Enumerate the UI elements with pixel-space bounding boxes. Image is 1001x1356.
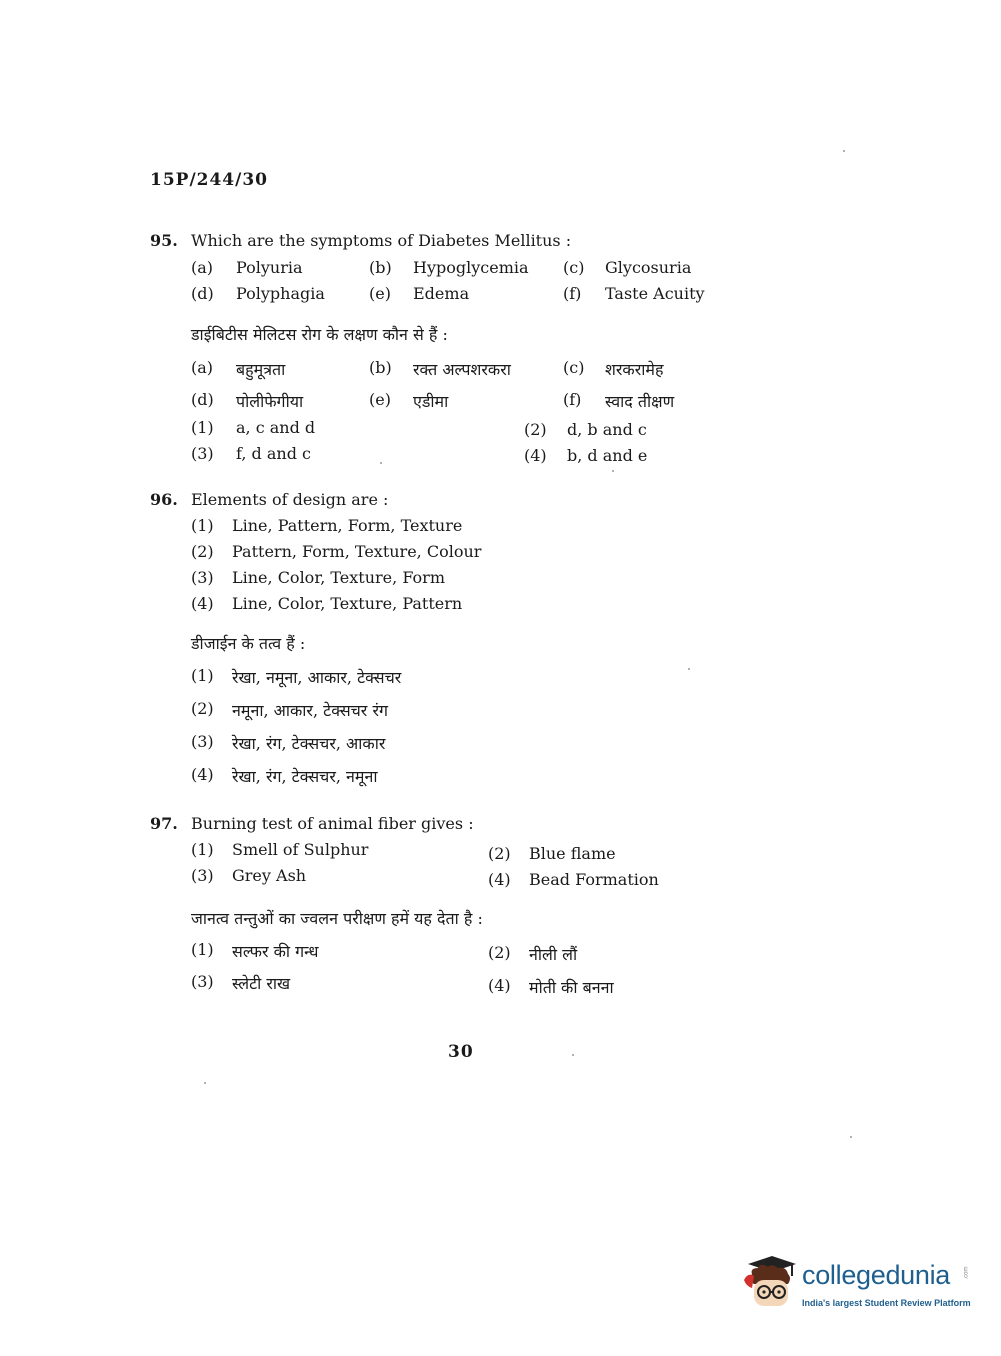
- item-value: Hypoglycemia: [413, 258, 529, 277]
- option-key: (3): [191, 444, 214, 463]
- option-text-hindi: सल्फर की गन्ध: [232, 942, 319, 961]
- option-key: (1): [191, 516, 214, 535]
- scan-speck: [612, 470, 614, 472]
- option-key: (1): [191, 666, 214, 685]
- option-key: (2): [191, 699, 214, 718]
- scan-speck: [843, 150, 845, 152]
- item-key: (e): [369, 284, 391, 303]
- question-number-95: 95.: [150, 231, 178, 250]
- item-key: (b): [369, 258, 392, 277]
- option-key: (1): [191, 940, 214, 959]
- option-text: Smell of Sulphur: [232, 840, 369, 859]
- option-key: (2): [488, 844, 511, 863]
- item-value-hindi: बहुमूत्रता: [236, 360, 286, 379]
- item-key: (a): [191, 258, 214, 277]
- item-value: Glycosuria: [605, 258, 692, 277]
- item-value: Edema: [413, 284, 470, 303]
- scan-speck: [688, 668, 690, 670]
- item-value-hindi: शरकरामेह: [605, 360, 664, 379]
- option-key: (4): [488, 976, 511, 995]
- option-text-hindi: मोती की बनना: [529, 978, 614, 997]
- mascot-icon: [742, 1254, 800, 1314]
- item-value: Polyphagia: [236, 284, 325, 303]
- option-key: (1): [191, 840, 214, 859]
- option-text-hindi: नीली लौं: [529, 945, 578, 964]
- question-text-96: Elements of design are :: [191, 490, 389, 509]
- question-text-hindi-95: डाईबिटीस मेलिटस रोग के लक्षण कौन से हैं :: [191, 325, 448, 344]
- option-text: Pattern, Form, Texture, Colour: [232, 542, 482, 561]
- question-text-hindi-96: डीजाईन के तत्व हैं :: [191, 634, 306, 653]
- option-text-hindi: स्लेटी राख: [232, 974, 291, 993]
- brand-name: collegedunia: [802, 1260, 951, 1290]
- option-key: (4): [488, 870, 511, 889]
- question-text-95: Which are the symptoms of Diabetes Mellitus :: [191, 231, 572, 250]
- question-number-97: 97.: [150, 814, 178, 833]
- question-number-96: 96.: [150, 490, 178, 509]
- scan-speck: [850, 1136, 852, 1138]
- item-key: (d): [191, 390, 214, 409]
- option-key: (1): [191, 418, 214, 437]
- option-text: Grey Ash: [232, 866, 307, 885]
- item-key: (a): [191, 358, 214, 377]
- item-key: (e): [369, 390, 391, 409]
- item-value-hindi: एडीमा: [413, 392, 449, 411]
- option-text: Bead Formation: [529, 870, 659, 889]
- brand-tm: .com: [963, 1266, 970, 1280]
- option-text: Line, Pattern, Form, Texture: [232, 516, 463, 535]
- option-text-hindi: रेखा, रंग, टेक्सचर, आकार: [232, 734, 386, 753]
- option-text: a, c and d: [236, 418, 316, 437]
- option-text: Blue flame: [529, 844, 616, 863]
- option-key: (4): [191, 765, 214, 784]
- question-text-97: Burning test of animal fiber gives :: [191, 814, 474, 833]
- item-value: Polyuria: [236, 258, 303, 277]
- item-value: Taste Acuity: [605, 284, 705, 303]
- item-key: (d): [191, 284, 214, 303]
- option-key: (3): [191, 732, 214, 751]
- option-text: f, d and c: [236, 444, 311, 463]
- option-text-hindi: रेखा, नमूना, आकार, टेक्सचर: [232, 668, 402, 687]
- scan-speck: [204, 1082, 206, 1084]
- item-key: (c): [563, 258, 585, 277]
- option-text: b, d and e: [567, 446, 648, 465]
- item-value-hindi: पोलीफेगीया: [236, 392, 304, 411]
- option-text: Line, Color, Texture, Form: [232, 568, 445, 587]
- collegedunia-logo: [742, 1254, 972, 1314]
- question-text-hindi-97: जानत्व तन्तुओं का ज्वलन परीक्षण हमें यह देता है :: [191, 909, 483, 928]
- scan-speck: [380, 462, 382, 464]
- item-key: (b): [369, 358, 392, 377]
- page-number: 30: [448, 1042, 474, 1062]
- option-key: (3): [191, 568, 214, 587]
- option-key: (3): [191, 972, 214, 991]
- option-text-hindi: नमूना, आकार, टेक्सचर रंग: [232, 701, 388, 720]
- item-value-hindi: रक्त अल्पशरकरा: [413, 360, 511, 379]
- item-value-hindi: स्वाद तीक्षण: [605, 392, 675, 411]
- option-key: (4): [524, 446, 547, 465]
- option-text: d, b and c: [567, 420, 647, 439]
- item-key: (f): [563, 284, 582, 303]
- option-key: (2): [488, 943, 511, 962]
- brand-tagline: India's largest Student Review Platform: [802, 1298, 971, 1308]
- option-key: (3): [191, 866, 214, 885]
- scan-speck: [572, 1054, 574, 1056]
- option-key: (2): [524, 420, 547, 439]
- paper-code: 15P/244/30: [150, 170, 269, 190]
- item-key: (f): [563, 390, 582, 409]
- option-text-hindi: रेखा, रंग, टेक्सचर, नमूना: [232, 767, 378, 786]
- option-key: (2): [191, 542, 214, 561]
- option-text: Line, Color, Texture, Pattern: [232, 594, 463, 613]
- option-key: (4): [191, 594, 214, 613]
- item-key: (c): [563, 358, 585, 377]
